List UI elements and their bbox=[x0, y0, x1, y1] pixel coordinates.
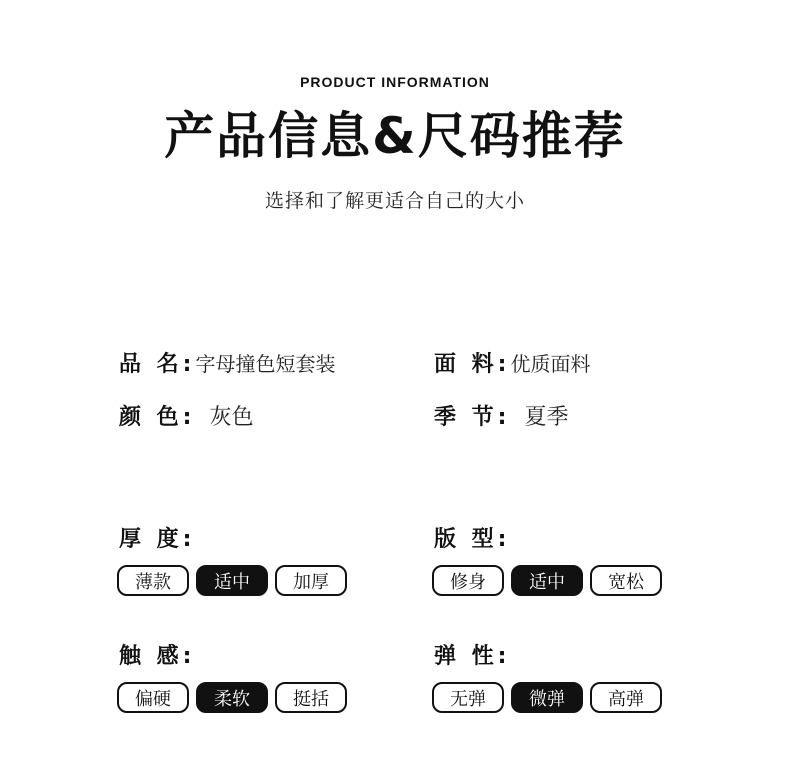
info-name-label: 品 名: bbox=[119, 352, 196, 377]
info-name-value: 字母撞色短套装 bbox=[195, 352, 336, 376]
touch-option-stiff[interactable]: 偏硬 bbox=[117, 682, 189, 713]
elasticity-option-none[interactable]: 无弹 bbox=[432, 682, 504, 713]
info-color bbox=[119, 400, 253, 431]
info-color-label: 颜 色: bbox=[119, 405, 196, 430]
elasticity-options bbox=[432, 682, 662, 713]
section-eyebrow: PRODUCT INFORMATION bbox=[300, 74, 490, 90]
page-title: 产品信息&尺码推荐 bbox=[164, 107, 626, 165]
thickness-label: 厚 度: bbox=[119, 527, 196, 552]
info-fabric-value: 优质面料 bbox=[510, 352, 591, 376]
info-name bbox=[119, 347, 335, 378]
touch-option-crisp[interactable]: 挺括 bbox=[275, 682, 347, 713]
fit-label: 版 型: bbox=[434, 527, 511, 552]
thickness-options bbox=[117, 565, 347, 596]
info-season-value: 夏季 bbox=[524, 405, 569, 430]
info-color-value: 灰色 bbox=[209, 405, 254, 430]
elasticity-label: 弹 性: bbox=[434, 644, 511, 669]
fit-option-slim[interactable]: 修身 bbox=[432, 565, 504, 596]
elasticity-option-slight[interactable]: 微弹 bbox=[511, 682, 583, 713]
fit-options bbox=[432, 565, 662, 596]
touch-option-soft[interactable]: 柔软 bbox=[196, 682, 268, 713]
info-fabric bbox=[434, 347, 590, 378]
thickness-option-medium[interactable]: 适中 bbox=[196, 565, 268, 596]
touch-label: 触 感: bbox=[119, 644, 196, 669]
touch-options bbox=[117, 682, 347, 713]
elasticity-option-high[interactable]: 高弹 bbox=[590, 682, 662, 713]
fit-option-regular[interactable]: 适中 bbox=[511, 565, 583, 596]
thickness-option-thick[interactable]: 加厚 bbox=[275, 565, 347, 596]
info-fabric-label: 面 料: bbox=[434, 352, 511, 377]
fit-option-loose[interactable]: 宽松 bbox=[590, 565, 662, 596]
info-season-label: 季 节: bbox=[434, 405, 511, 430]
page-subtitle: 选择和了解更适合自己的大小 bbox=[264, 190, 525, 212]
info-season bbox=[434, 400, 568, 431]
thickness-option-thin[interactable]: 薄款 bbox=[117, 565, 189, 596]
